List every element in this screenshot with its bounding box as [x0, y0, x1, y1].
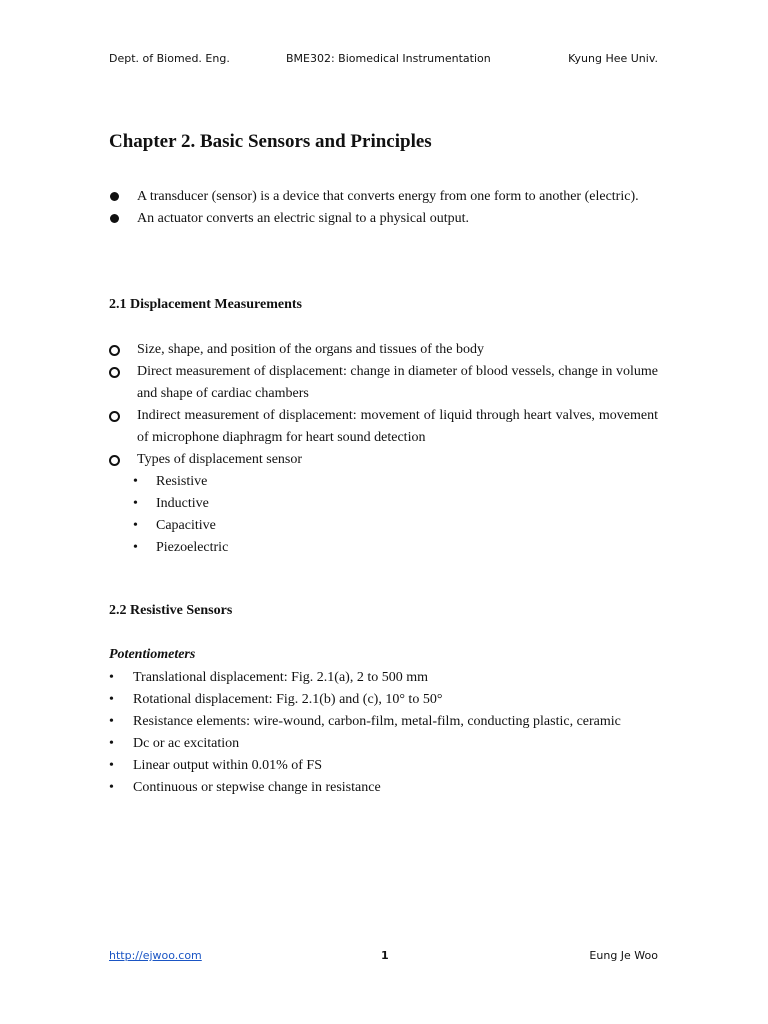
list-item	[109, 493, 658, 515]
list-item	[109, 186, 658, 208]
header-university: Kyung Hee Univ.	[568, 52, 658, 65]
list-item-text: Size, shape, and position of the organs and tissues of the body	[137, 342, 484, 357]
bullet-icon	[133, 493, 157, 515]
list-item-text: Translational displacement: Fig. 2.1(a), 2 to 500 mm	[133, 670, 429, 685]
list-item-text: Linear output within 0.01% of FS	[133, 758, 322, 773]
list-item	[109, 339, 658, 361]
list-item	[109, 711, 658, 733]
list-item	[109, 471, 658, 493]
bullet-filled-icon	[109, 208, 133, 230]
list-item-text: Indirect measurement of displacement: movement of liquid through heart valves, movement of microphone diaphragm for heart sound detection	[137, 408, 658, 445]
list-item-text: An actuator converts an electric signal to a physical output.	[137, 211, 470, 226]
bullet-icon	[109, 689, 133, 711]
subheading-potentiometers: Potentiometers	[109, 647, 196, 662]
intro-list	[109, 186, 658, 230]
list-item	[109, 755, 658, 777]
list-item	[109, 449, 658, 471]
bullet-icon	[109, 733, 133, 755]
list-item	[109, 515, 658, 537]
page-number: 1	[381, 949, 389, 962]
section-heading-resistive: 2.2 Resistive Sensors	[109, 603, 233, 618]
section-heading-displacement: 2.1 Displacement Measurements	[109, 297, 302, 312]
footer-link[interactable]: http://ejwoo.com	[109, 949, 202, 962]
list-item	[109, 777, 658, 799]
list-item-text: Piezoelectric	[156, 540, 229, 555]
bullet-icon	[133, 471, 157, 493]
bullet-open-icon	[109, 361, 133, 383]
header-course: BME302: Biomedical Instrumentation	[286, 52, 491, 65]
bullet-open-icon	[109, 339, 133, 361]
bullet-open-icon	[109, 405, 133, 427]
list-item-text: A transducer (sensor) is a device that converts energy from one form to another (electric).	[137, 189, 639, 204]
bullet-icon	[109, 667, 133, 689]
list-item-text: Resistive	[156, 474, 208, 489]
list-item	[109, 689, 658, 711]
list-item-text: Direct measurement of displacement: change in diameter of blood vessels, change in volume and shape of cardiac chambers	[137, 364, 658, 401]
list-item	[109, 667, 658, 689]
header-department: Dept. of Biomed. Eng.	[109, 52, 230, 65]
page-footer	[109, 949, 658, 965]
bullet-icon	[109, 711, 133, 733]
list-item	[109, 405, 658, 449]
list-item-text: Resistance elements: wire-wound, carbon-film, metal-film, conducting plastic, ceramic	[133, 714, 621, 729]
bullet-icon	[109, 755, 133, 777]
list-item-text: Inductive	[156, 496, 209, 511]
footer-author: Eung Je Woo	[589, 949, 658, 962]
chapter-title: Chapter 2. Basic Sensors and Principles	[109, 131, 432, 152]
list-item	[109, 208, 658, 230]
displacement-list	[109, 339, 658, 471]
list-item-text: Dc or ac excitation	[133, 736, 240, 751]
bullet-filled-icon	[109, 186, 133, 208]
bullet-icon	[133, 515, 157, 537]
list-item-text: Capacitive	[156, 518, 216, 533]
bullet-open-icon	[109, 449, 133, 471]
list-item	[109, 361, 658, 405]
sensor-types-list	[109, 471, 658, 559]
list-item	[109, 733, 658, 755]
potentiometers-list	[109, 667, 658, 799]
list-item-text: Types of displacement sensor	[137, 452, 303, 467]
list-item-text: Continuous or stepwise change in resistance	[133, 780, 381, 795]
list-item-text: Rotational displacement: Fig. 2.1(b) and (c), 10° to 50°	[133, 692, 443, 707]
list-item	[109, 537, 658, 559]
page-header	[109, 52, 658, 68]
bullet-icon	[109, 777, 133, 799]
bullet-icon	[133, 537, 157, 559]
